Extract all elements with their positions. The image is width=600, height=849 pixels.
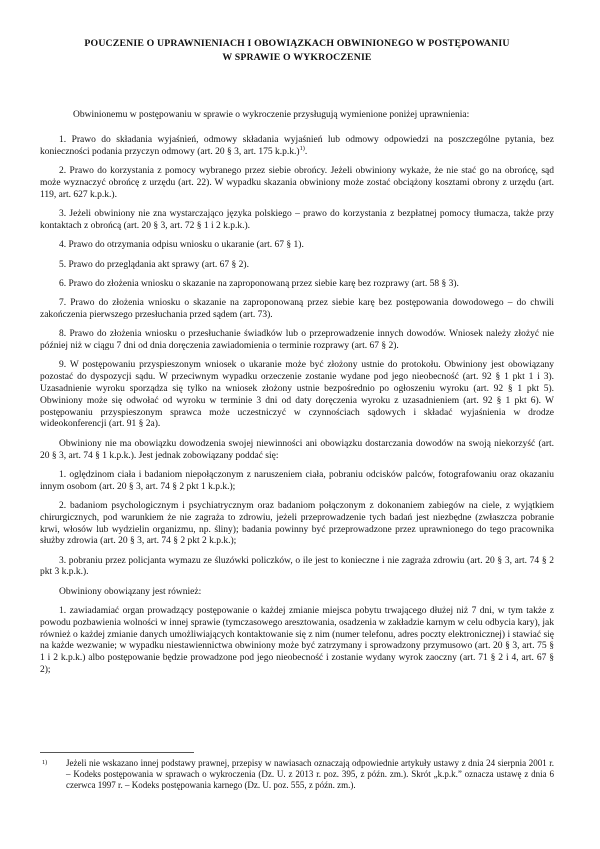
title-line-1: POUCZENIE O UPRAWNIENIACH I OBOWIĄZKACH OBWINIONEGO W POSTĘPOWANIU <box>84 38 510 49</box>
right-item-2: 2. Prawo do korzystania z pomocy wybranego przez siebie obrońcy. Jeżeli obwiniony wykaże, że nie stać go na obrońcę, sąd może wyznaczyć obrońcę z urzędu (art. 22). W wypadku skazania obwiniony może zostać obciążony kosztami obrony z urzędu (art. 119, art. 627 k.p.k.). <box>40 166 554 200</box>
right-item-3: 3. Jeżeli obwiniony nie zna wystarczająco języka polskiego – prawo do korzystania z bezpłatnej pomocy tłumacza, także przy kontaktach z obrońcą (art. 20 § 3, art. 72 § 1 i 2 k.p.k.). <box>40 209 554 232</box>
right-item-1 <box>40 135 554 159</box>
right-item-1-text: 1. Prawo do składania wyjaśnień, odmowy składania wyjaśnień lub odmowy odpowiedzi na poszczególne pytania, bez konieczności podania przyczyn odmowy (art. 20 § 3, art. 175 k.p.k.) <box>40 135 554 158</box>
submit-item-1: 1. oględzinom ciała i badaniom niepołączonym z naruszeniem ciała, pobraniu odcisków palców, fotografowaniu oraz okazaniu innym osobom (art. 20 § 3, art. 74 § 2 pkt 1 k.p.k.); <box>40 469 554 492</box>
right-item-7: 7. Prawo do złożenia wniosku o skazanie na zaproponowaną przez siebie karę bez postępowania dowodowego – do chwili zakończenia pierwszego przesłuchania przed sądem (art. 73). <box>40 298 554 321</box>
footnote-reference: 1) <box>299 144 305 152</box>
right-item-1-suffix: . <box>304 147 308 158</box>
footnote-divider <box>40 752 194 753</box>
also-item-1: 1. zawiadamiać organ prowadzący postępowanie o każdej zmianie miejsca pobytu trwającego dłużej niż 7 dni, w tym także z powodu pozbawienia wolności w innej sprawie (tymczasowego aresztowania, osadzenia w zakładzie karnym w celu odbycia kary), jak również o każdej zmianie danych umożliwiających kontaktowanie się z nim (numer telefonu, adres poczty elektronicznej) i stawiać się na każde wezwanie; w wypadku niestawiennictwa obwiniony może być zatrzymany i sprowadzony przymusowo (art. 20 § 3, art. 75 § 1 i 2 k.p.k.) albo postępowanie będzie prowadzone pod jego nieobecność i zostanie wydany wyrok zaoczny (art. 71 § 2 i 4, art. 67 § 2); <box>40 606 554 675</box>
submit-item-2: 2. badaniom psychologicznym i psychiatrycznym oraz badaniom połączonym z dokonaniem zabiegów na ciele, z wyjątkiem chirurgicznych, pod warunkiem że nie zagraża to zdrowiu, jeżeli przeprowadzenie tych badań jest niezbędne (zwłaszcza pobranie krwi, włosów lub wydzielin organizmu, np. śliny); badania powinny być przeprowadzone przez uprawnionego do tego pracownika służby zdrowia (art. 20 § 3, art. 74 § 2 pkt 2 k.p.k.); <box>40 500 554 547</box>
intro-paragraph: Obwinionemu w postępowaniu w sprawie o wykroczenie przysługują wymienione poniżej uprawnienia: <box>73 110 470 120</box>
right-item-4: 4. Prawo do otrzymania odpisu wniosku o ukaranie (art. 67 § 1). <box>59 240 304 251</box>
right-item-6: 6. Prawo do złożenia wniosku o skazanie na zaproponowaną przez siebie karę bez rozprawy (art. 58 § 3). <box>59 278 459 289</box>
right-item-8: 8. Prawo do złożenia wniosku o przesłuchanie świadków lub o przeprowadzenie innych dowodów. Wniosek należy złożyć nie później niż w ciągu 7 dni od dnia doręczenia zawiadomienia o terminie rozprawy (art. 67 § 2). <box>40 329 554 352</box>
submit-item-3: 3. pobraniu przez policjanta wymazu ze śluzówki policzków, o ile jest to konieczne i nie zagraża zdrowiu (art. 20 § 3, art. 74 § 2 pkt 3 k.p.k.). <box>40 555 554 578</box>
footnote-text: Jeżeli nie wskazano innej podstawy prawnej, przepisy w nawiasach oznaczają odpowiednie artykuły ustawy z dnia 24 sierpnia 2001 r. – Kodeks postępowania w sprawach o wykroczenia (Dz. U. z 2013 r. poz. 395, z późn. zm.). Skrót „k.p.k.” oznacza ustawę z dnia 6 czerwca 1997 r. – Kodeks postępowania karnego (Dz. U. poz. 555, z późn. zm.). <box>66 758 554 790</box>
footnote <box>40 758 554 791</box>
right-item-5: 5. Prawo do przeglądania akt sprawy (art. 67 § 2). <box>59 259 249 270</box>
title-line-2: W SPRAWIE O WYKROCZENIE <box>222 52 372 63</box>
also-intro-paragraph: Obwiniony obowiązany jest również: <box>59 586 202 597</box>
right-item-9: 9. W postępowaniu przyspieszonym wniosek o ukaranie może być złożony ustnie do protokołu. Obwiniony jest obowiązany pozostać do dyspozycji sądu. W przeciwnym wypadku orzeczenie zostanie wydane pod jego nieobecność (art. 92 § 1 pkt 1 i 3). Uzasadnienie wyroku sporządza się tylko na wniosek złożony ustnie bezpośrednio po ogłoszeniu wyroku (art. 92 § 1 pkt 5). Obwiniony może się odwołać od wyroku w terminie 3 dni od daty doręczenia wyroku z uzasadnieniem (art. 92 § 1 pkt 6). W postępowaniu przyspieszonym sprawca może uczestniczyć w czynnościach sądowych i składać wyjaśnienia w drodze wideokonferencji (art. 91 § 2a). <box>40 360 554 430</box>
footnote-marker: 1) <box>42 759 48 766</box>
document-title <box>40 37 554 65</box>
footnote-section <box>40 752 554 791</box>
no-duty-paragraph: Obwiniony nie ma obowiązku dowodzenia swojej niewinności ani obowiązku dostarczania dowodów na swoją niekorzyść (art. 20 § 3, art. 74 § 1 k.p.k.). Jest jednak zobowiązany poddać się: <box>40 438 554 461</box>
